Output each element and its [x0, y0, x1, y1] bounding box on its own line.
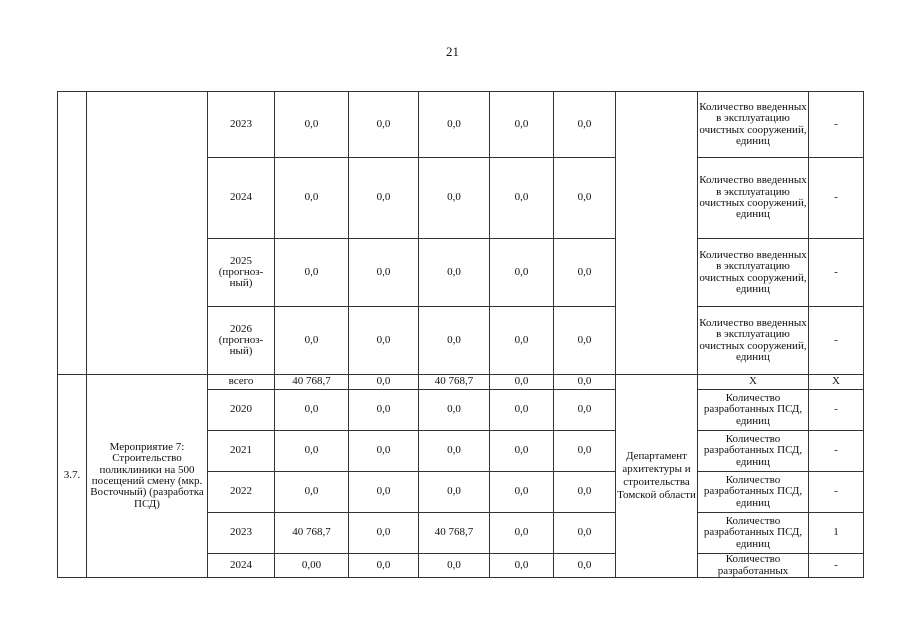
indicator-cell: X — [698, 375, 809, 390]
table-row — [58, 375, 864, 390]
value-cell: 0,0 — [554, 158, 616, 239]
value-cell: 0,0 — [490, 554, 554, 578]
value-cell: 0,0 — [275, 307, 349, 375]
row-number-cell — [58, 92, 87, 375]
indicator-cell: Количество разработанных ПСД, единиц — [698, 472, 809, 513]
target-cell: - — [809, 431, 864, 472]
year-note: (прогноз-ный) — [218, 265, 264, 290]
target-cell: X — [809, 375, 864, 390]
value-cell: 0,0 — [275, 92, 349, 158]
year-cell: 2023 — [208, 513, 275, 554]
value-cell: 0,0 — [490, 158, 554, 239]
year-note: (прогноз-ный) — [218, 333, 264, 358]
activity-name-cell — [87, 92, 208, 375]
target-cell: - — [809, 554, 864, 578]
year-cell: 2025 (прогноз-ный) — [208, 239, 275, 307]
row-number-cell: 3.7. — [58, 375, 87, 578]
target-cell: 1 — [809, 513, 864, 554]
year-cell: всего — [208, 375, 275, 390]
value-cell: 0,0 — [419, 472, 490, 513]
year-cell: 2024 — [208, 554, 275, 578]
indicator-cell: Количество введенных в эксплуатацию очистных сооружений, единиц — [698, 307, 809, 375]
value-cell: 0,0 — [554, 307, 616, 375]
value-cell: 0,0 — [349, 92, 419, 158]
value-cell: 0,0 — [349, 554, 419, 578]
value-cell: 0,0 — [419, 431, 490, 472]
value-cell: 40 768,7 — [419, 375, 490, 390]
indicator-cell: Количество разработанных ПСД, единиц — [698, 390, 809, 431]
value-cell: 0,0 — [554, 92, 616, 158]
budget-table — [57, 91, 864, 578]
target-cell: - — [809, 158, 864, 239]
value-cell: 0,0 — [490, 375, 554, 390]
value-cell: 0,0 — [275, 390, 349, 431]
indicator-cell: Количество разработанных ПСД, единиц — [698, 431, 809, 472]
value-cell: 40 768,7 — [419, 513, 490, 554]
value-cell: 0,0 — [554, 472, 616, 513]
value-cell: 0,0 — [349, 375, 419, 390]
indicator-cell: Количество введенных в эксплуатацию очистных сооружений, единиц — [698, 158, 809, 239]
value-cell: 0,0 — [490, 390, 554, 431]
value-cell: 0,0 — [554, 375, 616, 390]
value-cell: 0,0 — [349, 239, 419, 307]
value-cell: 0,0 — [419, 92, 490, 158]
table-row — [58, 92, 864, 158]
value-cell: 0,0 — [275, 472, 349, 513]
page-number: 21 — [446, 44, 459, 59]
department-cell: Департамент архитектуры и строительства Томской области — [616, 375, 698, 578]
year-cell: 2022 — [208, 472, 275, 513]
value-cell: 0,0 — [349, 307, 419, 375]
indicator-cell: Количество введенных в эксплуатацию очистных сооружений, единиц — [698, 92, 809, 158]
value-cell: 0,0 — [275, 158, 349, 239]
value-cell: 0,0 — [275, 239, 349, 307]
value-cell: 40 768,7 — [275, 513, 349, 554]
value-cell: 0,0 — [349, 472, 419, 513]
value-cell: 40 768,7 — [275, 375, 349, 390]
value-cell: 0,0 — [490, 92, 554, 158]
value-cell: 0,0 — [554, 431, 616, 472]
value-cell: 0,0 — [275, 431, 349, 472]
value-cell: 0,0 — [349, 158, 419, 239]
target-cell: - — [809, 92, 864, 158]
value-cell: 0,0 — [419, 158, 490, 239]
target-cell: - — [809, 307, 864, 375]
value-cell: 0,0 — [349, 431, 419, 472]
value-cell: 0,0 — [554, 390, 616, 431]
value-cell: 0,0 — [490, 472, 554, 513]
target-cell: - — [809, 390, 864, 431]
value-cell: 0,0 — [419, 239, 490, 307]
value-cell: 0,0 — [554, 554, 616, 578]
value-cell: 0,0 — [554, 239, 616, 307]
department-cell — [616, 92, 698, 375]
value-cell: 0,0 — [349, 513, 419, 554]
value-cell: 0,0 — [554, 513, 616, 554]
value-cell: 0,0 — [419, 390, 490, 431]
indicator-cell: Количество разработанных ПСД, единиц — [698, 513, 809, 554]
target-cell: - — [809, 472, 864, 513]
target-cell: - — [809, 239, 864, 307]
value-cell: 0,00 — [275, 554, 349, 578]
value-cell: 0,0 — [419, 554, 490, 578]
indicator-cell: Количество введенных в эксплуатацию очистных сооружений, единиц — [698, 239, 809, 307]
value-cell: 0,0 — [490, 431, 554, 472]
value-cell: 0,0 — [490, 307, 554, 375]
value-cell: 0,0 — [490, 239, 554, 307]
year-cell: 2024 — [208, 158, 275, 239]
value-cell: 0,0 — [490, 513, 554, 554]
year-cell: 2021 — [208, 431, 275, 472]
indicator-cell: Количество разработанных — [698, 554, 809, 578]
activity-name-cell: Мероприятие 7: Строительство поликлиники на 500 посещений смену (мкр. Восточный) (разработка ПСД) — [87, 375, 208, 578]
value-cell: 0,0 — [349, 390, 419, 431]
year-cell: 2020 — [208, 390, 275, 431]
year-cell: 2026 (прогноз-ный) — [208, 307, 275, 375]
value-cell: 0,0 — [419, 307, 490, 375]
year-cell: 2023 — [208, 92, 275, 158]
